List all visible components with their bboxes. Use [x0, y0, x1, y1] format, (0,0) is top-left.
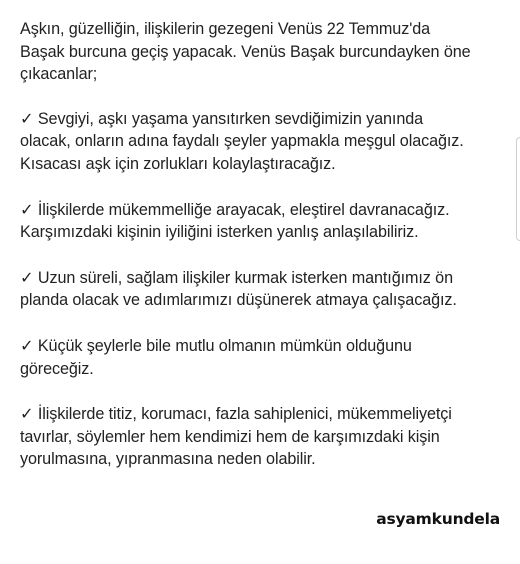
scrollbar[interactable] — [516, 137, 520, 241]
list-item-meticulous: ✓ İlişkilerde titiz, korumacı, fazla sahiplenici, mükemmeliyetçi tavırlar, söylemler hem kendimizi hem de karşımızdaki kişin yorulmasına, yıpranmasına neden olabilir. — [20, 405, 452, 469]
intro-paragraph: Aşkın, güzelliğin, ilişkilerin gezegeni Venüs 22 Temmuz'da Başak burcuna geçiş yapacak. Venüs Başak burcundayken öne çıkacanlar; — [20, 20, 471, 84]
list-item-long-term: ✓ Uzun süreli, sağlam ilişkiler kurmak isterken mantığımız ön planda olacak ve adımlarımızı düşünerek atmaya çalışacağız. — [20, 268, 457, 310]
list-item-small-things: ✓ Küçük şeylerle bile mutlu olmanın mümkün olduğunu göreceğiz. — [20, 336, 412, 378]
post-body — [20, 18, 504, 494]
list-item-love: ✓ Sevgiyi, aşkı yaşama yansıtırken sevdiğimizin yanında olacak, onların adına faydalı şeyler yapmakla meşgul olacağız. Kısacası aşk için zorlukları kolaylaştıracağız. — [20, 109, 464, 173]
list-item-perfection: ✓ İlişkilerde mükemmelliğe arayacak, eleştirel davranacağız. Karşımızdaki kişinin iyiliğini isterken yanlış anlaşılabiliriz. — [20, 200, 450, 242]
author-signature: asyamkundela — [376, 510, 500, 528]
